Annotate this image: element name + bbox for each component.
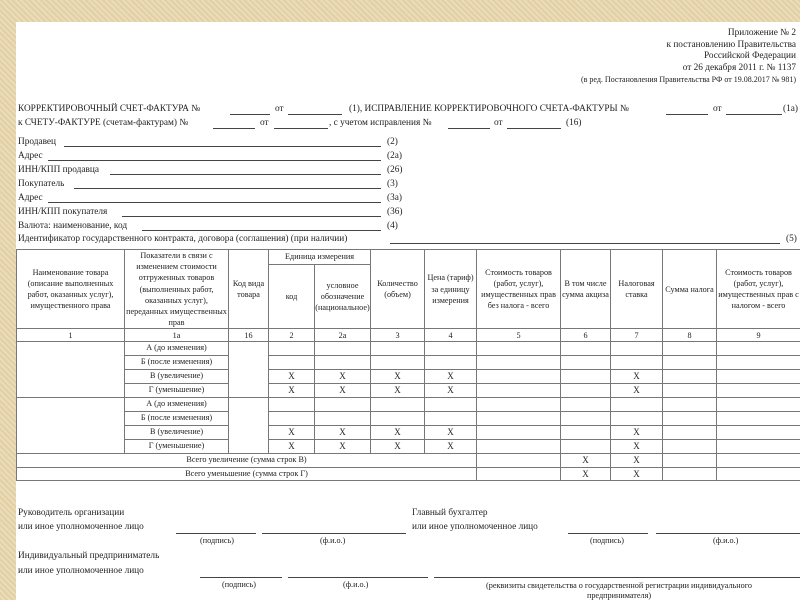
field-code: (36) <box>387 207 403 217</box>
cell[interactable] <box>477 467 561 481</box>
cell[interactable] <box>371 356 425 370</box>
x-mark: X <box>611 453 663 467</box>
table-row <box>17 411 800 425</box>
head-signature-field[interactable] <box>176 533 256 534</box>
cell[interactable] <box>717 439 800 453</box>
title-from: от <box>275 104 284 114</box>
x-mark: X <box>425 425 477 439</box>
x-mark: X <box>611 370 663 384</box>
buyer-field[interactable] <box>74 188 381 189</box>
cell[interactable] <box>561 356 611 370</box>
title-code-16: (16) <box>566 118 582 128</box>
row-label: Г (уменьшение) <box>125 439 229 453</box>
x-mark: X <box>269 439 315 453</box>
signature-caption: (подпись) <box>222 580 256 589</box>
field-label-contract-id: Идентификатор государственного контракта, договора (соглашения) (при наличии) <box>18 234 348 244</box>
cell[interactable] <box>611 342 663 356</box>
cell[interactable] <box>269 342 315 356</box>
field-label-seller-address: Адрес <box>18 151 43 161</box>
x-mark: X <box>425 439 477 453</box>
cell[interactable] <box>561 342 611 356</box>
ip-subtitle: или иное уполномоченное лицо <box>18 566 144 576</box>
cell[interactable] <box>611 411 663 425</box>
cell[interactable] <box>425 356 477 370</box>
x-mark: X <box>611 467 663 481</box>
title-code-1a: (1а) <box>783 104 798 114</box>
head-name-field[interactable] <box>262 533 406 534</box>
field-code: (3) <box>387 179 398 189</box>
title-from-4: от <box>494 118 503 128</box>
title-from-3: от <box>260 118 269 128</box>
requisites-caption: (реквизиты свидетельства о государственной регистрации индивидуального предпринимателя) <box>486 581 752 600</box>
appendix-line: от 26 декабря 2011 г. № 1137 <box>682 62 796 73</box>
chief-subtitle: или иное уполномоченное лицо <box>412 522 538 532</box>
cell[interactable] <box>371 398 425 412</box>
cell[interactable] <box>717 411 800 425</box>
cell[interactable] <box>717 467 800 481</box>
cell[interactable] <box>315 356 371 370</box>
title-from-2: от <box>713 104 722 114</box>
item-name-cell[interactable] <box>17 342 125 398</box>
seller-field[interactable] <box>64 146 381 147</box>
column-number: 6 <box>561 329 611 342</box>
cell[interactable] <box>561 411 611 425</box>
contract-id-field[interactable] <box>390 243 780 244</box>
cell[interactable] <box>663 411 717 425</box>
appendix-line: к постановлению Правительства <box>666 39 796 50</box>
header-cost-no-tax: Стоимость товаров (работ, услуг), имущественных прав без налога - всего <box>477 250 561 329</box>
column-number: 8 <box>663 329 717 342</box>
cell[interactable] <box>371 411 425 425</box>
table-row <box>17 439 800 453</box>
column-number: 7 <box>611 329 663 342</box>
column-number: 1а <box>125 329 229 342</box>
row-label: В (увеличение) <box>125 370 229 384</box>
cell[interactable] <box>371 342 425 356</box>
cell[interactable] <box>561 398 611 412</box>
row-label: А (до изменения) <box>125 398 229 412</box>
invoice-number-line <box>213 128 255 129</box>
head-subtitle: или иное уполномоченное лицо <box>18 522 144 532</box>
cell[interactable] <box>269 356 315 370</box>
table-row <box>17 342 800 356</box>
appendix-line: Российской Федерации <box>703 51 796 62</box>
cell[interactable] <box>425 398 477 412</box>
column-number: 9 <box>717 329 800 342</box>
cell[interactable] <box>717 425 800 439</box>
x-mark: X <box>315 439 371 453</box>
name-caption: (ф.и.о.) <box>713 536 739 545</box>
field-label-currency: Валюта: наименование, код <box>18 221 128 231</box>
title-with-fix: , с учетом исправления № <box>329 118 432 128</box>
document-page <box>16 22 800 600</box>
cell[interactable] <box>477 453 561 467</box>
cell[interactable] <box>717 384 800 398</box>
total-decrease-label: Всего уменьшение (сумма строк Г) <box>17 467 477 481</box>
kind-code-cell[interactable] <box>229 398 269 454</box>
cell[interactable] <box>663 370 717 384</box>
total-increase-row <box>17 453 800 467</box>
cell[interactable] <box>477 356 561 370</box>
x-mark: X <box>315 370 371 384</box>
cell[interactable] <box>477 384 561 398</box>
fix-date-line <box>507 128 561 129</box>
header-unit: Единица измерения <box>269 250 371 265</box>
appendix-header <box>581 28 796 86</box>
header-excise: В том числе сумма акциза <box>561 250 611 329</box>
field-code: (2) <box>387 137 398 147</box>
field-label-buyer: Покупатель <box>18 179 65 189</box>
total-increase-label: Всего увеличение (сумма строк В) <box>17 453 477 467</box>
cell[interactable] <box>477 439 561 453</box>
header-unit-code: код <box>269 264 315 329</box>
field-label-seller: Продавец <box>18 137 57 147</box>
cell[interactable] <box>611 356 663 370</box>
goods-table <box>16 249 800 481</box>
field-code: (4) <box>387 221 398 231</box>
field-label-seller-inn: ИНН/КПП продавца <box>18 165 100 175</box>
signature-caption: (подпись) <box>590 536 624 545</box>
row-label: А (до изменения) <box>125 342 229 356</box>
column-number: 3 <box>371 329 425 342</box>
cell[interactable] <box>477 425 561 439</box>
cell[interactable] <box>425 342 477 356</box>
currency-field[interactable] <box>142 230 381 231</box>
header-indicators: Показатели в связи с изменением стоимости отгруженных товаров (выполненных работ, оказанных услуг), переданных имущественных прав <box>126 251 227 328</box>
header-cost-with-tax: Стоимость товаров (работ, услуг), имущественных прав с налогом - всего <box>717 250 800 329</box>
row-label: В (увеличение) <box>125 425 229 439</box>
field-code: (2а) <box>387 151 402 161</box>
ip-requisites-field[interactable] <box>434 577 800 578</box>
cell[interactable] <box>315 342 371 356</box>
x-mark: X <box>269 425 315 439</box>
buyer-inn-field[interactable] <box>122 216 381 217</box>
header-price: Цена (тариф) за единицу измерения <box>425 250 477 329</box>
row-label: Г (уменьшение) <box>125 384 229 398</box>
cell[interactable] <box>663 356 717 370</box>
correction-date-line <box>726 114 782 115</box>
cell[interactable] <box>663 439 717 453</box>
header-name: Наименование товара (описание выполненных работ, оказанных услуг), имущественного права <box>17 250 125 329</box>
table-row <box>17 425 800 439</box>
invoice-date-line <box>274 128 328 129</box>
chief-title: Главный бухгалтер <box>412 508 488 518</box>
x-mark: X <box>425 370 477 384</box>
signature-caption: (подпись) <box>200 536 234 545</box>
table-row <box>17 370 800 384</box>
cell[interactable] <box>663 425 717 439</box>
fix-number-line <box>448 128 490 129</box>
column-number: 5 <box>477 329 561 342</box>
ip-name-field[interactable] <box>288 577 428 578</box>
table-row <box>17 398 800 412</box>
field-code: (3а) <box>387 193 402 203</box>
header-unit-symbol: условное обозначение (национальное) <box>315 264 371 329</box>
x-mark: X <box>561 453 611 467</box>
table-row <box>17 356 800 370</box>
cell[interactable] <box>717 370 800 384</box>
name-caption: (ф.и.о.) <box>343 580 369 589</box>
title-to-invoice: к СЧЕТУ-ФАКТУРЕ (счетам-фактурам) № <box>18 118 189 128</box>
x-mark: X <box>561 467 611 481</box>
field-label-buyer-address: Адрес <box>18 193 43 203</box>
table-row <box>17 384 800 398</box>
seller-address-field[interactable] <box>48 160 381 161</box>
cell[interactable] <box>315 398 371 412</box>
cell[interactable] <box>477 411 561 425</box>
chief-name-field[interactable] <box>656 533 800 534</box>
header-tax-sum: Сумма налога <box>663 250 717 329</box>
cell[interactable] <box>561 439 611 453</box>
column-number: 16 <box>229 329 269 342</box>
chief-signature-field[interactable] <box>568 533 648 534</box>
row-label: Б (после изменения) <box>125 411 229 425</box>
field-label-buyer-inn: ИНН/КПП покупателя <box>18 207 108 217</box>
cell[interactable] <box>663 453 717 467</box>
column-number: 1 <box>17 329 125 342</box>
column-numbers-row <box>17 329 800 342</box>
cell[interactable] <box>663 467 717 481</box>
cell[interactable] <box>269 411 315 425</box>
x-mark: X <box>611 425 663 439</box>
cell[interactable] <box>717 398 800 412</box>
kind-code-cell[interactable] <box>229 342 269 398</box>
x-mark: X <box>269 384 315 398</box>
header-kind-code: Код вида товара <box>229 250 269 329</box>
cell[interactable] <box>477 370 561 384</box>
field-code: (5) <box>786 234 797 244</box>
cell[interactable] <box>663 342 717 356</box>
ip-title: Индивидуальный предприниматель <box>18 551 160 561</box>
corr-invoice-number-line <box>230 114 270 115</box>
head-title: Руководитель организации <box>18 508 125 518</box>
appendix-line: Приложение № 2 <box>727 28 796 38</box>
seller-inn-field[interactable] <box>110 174 381 175</box>
x-mark: X <box>269 370 315 384</box>
cell[interactable] <box>269 398 315 412</box>
name-caption: (ф.и.о.) <box>320 536 346 545</box>
column-number: 2 <box>269 329 315 342</box>
x-mark: X <box>371 425 425 439</box>
title-corr-invoice: КОРРЕКТИРОВОЧНЫЙ СЧЕТ-ФАКТУРА № <box>18 104 201 114</box>
x-mark: X <box>425 384 477 398</box>
x-mark: X <box>371 370 425 384</box>
correction-number-line <box>666 114 708 115</box>
cell[interactable] <box>477 398 561 412</box>
column-number: 2а <box>315 329 371 342</box>
corr-invoice-date-line <box>288 114 342 115</box>
cell[interactable] <box>477 342 561 356</box>
item-name-cell[interactable] <box>17 398 125 454</box>
ip-signature-field[interactable] <box>200 577 282 578</box>
cell[interactable] <box>561 370 611 384</box>
x-mark: X <box>371 439 425 453</box>
x-mark: X <box>611 439 663 453</box>
cell[interactable] <box>425 411 477 425</box>
cell[interactable] <box>663 398 717 412</box>
cell[interactable] <box>561 425 611 439</box>
total-decrease-row <box>17 467 800 481</box>
cell[interactable] <box>717 342 800 356</box>
cell[interactable] <box>663 384 717 398</box>
cell[interactable] <box>611 398 663 412</box>
column-number: 4 <box>425 329 477 342</box>
cell[interactable] <box>717 356 800 370</box>
field-code: (26) <box>387 165 403 175</box>
header-quantity: Количество (объем) <box>371 250 425 329</box>
cell[interactable] <box>717 453 800 467</box>
title-correction: (1), ИСПРАВЛЕНИЕ КОРРЕКТИРОВОЧНОГО СЧЕТА-ФАКТУРЫ № <box>349 104 629 114</box>
cell[interactable] <box>315 411 371 425</box>
x-mark: X <box>315 425 371 439</box>
header-tax-rate: Налоговая ставка <box>611 250 663 329</box>
cell[interactable] <box>561 384 611 398</box>
buyer-address-field[interactable] <box>48 202 381 203</box>
appendix-redaction: (в ред. Постановления Правительства РФ от 19.08.2017 № 981) <box>580 75 796 85</box>
row-label: Б (после изменения) <box>125 356 229 370</box>
x-mark: X <box>315 384 371 398</box>
x-mark: X <box>371 384 425 398</box>
x-mark: X <box>611 384 663 398</box>
